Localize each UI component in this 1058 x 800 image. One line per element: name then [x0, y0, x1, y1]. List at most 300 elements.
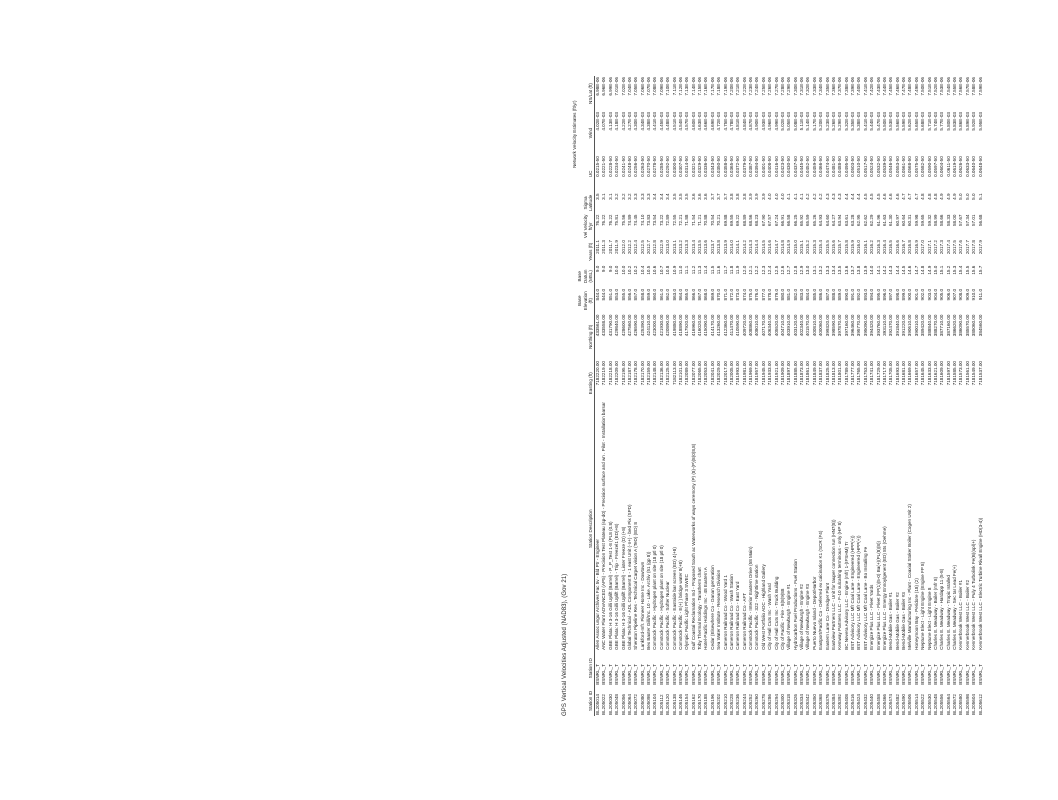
cell-uc: 0.0633-50 — [964, 156, 970, 177]
cell-lat: 3.7 — [709, 193, 715, 200]
cell-wf: 5.29E-03 — [837, 112, 843, 131]
cell-n: 433558.00 — [601, 314, 607, 337]
cell-n: 421930.00 — [658, 314, 664, 337]
cell-bd: 11.8 — [728, 265, 734, 275]
cell-yr: 2014.8 — [779, 240, 785, 255]
cell-wf: 4.90E-03 — [754, 112, 760, 131]
cell-ll: 7.14E-06 — [690, 77, 696, 96]
column-header: Station ID — [577, 686, 594, 716]
cell-id: BL205030 — [607, 694, 613, 715]
cell-bd: 14.4 — [894, 265, 900, 275]
cell-e: 7181645.00 — [920, 361, 926, 386]
cell-desc: Lankford-mfr. Pioneer Home Inc - Dowtown — [639, 561, 645, 650]
cell-id: BL205522 — [920, 694, 926, 715]
cell-uc: 0.0248-50 — [626, 156, 632, 177]
cell-uc: 0.0358-50 — [722, 156, 728, 177]
cell-n: 427560.00 — [626, 314, 632, 337]
cell-sid: BSNRL_T — [754, 664, 760, 685]
cell-desc: Kennerbrook West LLC - Puly 4 Turbolink Fe(B)(spl(+) — [971, 539, 977, 650]
cell-vel: 65.92 — [799, 214, 805, 227]
cell-sid: BSNRL_T — [684, 664, 690, 685]
cell-bd: 15.7 — [977, 265, 983, 275]
cell-wf: 4.38E-03 — [646, 112, 652, 131]
cell-sid: BSNRL_T — [722, 664, 728, 685]
cell-bd: 10.6 — [652, 265, 658, 275]
cell-desc: Melville Manufacturing Inc - Plant - Coaxial Stoker Boiler (Cogen Unit 2) — [907, 504, 913, 650]
cell-desc: GBE Plata: H 3-16 Gilli Uplift (Barrel) - Lister Freeze (D) (+8) — [620, 526, 626, 650]
cell-wf: 5.38E-03 — [856, 112, 862, 131]
cell-id: BL205572 — [952, 694, 958, 715]
cell-vel: 73.83 — [646, 214, 652, 227]
cell-yr: 2012.2 — [626, 240, 632, 255]
cell-sid: BSNRL_T — [639, 664, 645, 685]
cell-be: 869.0 — [709, 288, 715, 301]
cell-lat: 4.7 — [907, 193, 913, 200]
cell-uc: 0.0510-50 — [856, 156, 862, 177]
cell-bd: 15.1 — [939, 265, 945, 275]
cell-be: 892.0 — [856, 288, 862, 301]
cell-lat: 3.6 — [697, 193, 703, 200]
cell-be: 865.0 — [684, 288, 690, 301]
cell-e: 7181849.00 — [811, 361, 817, 386]
cell-id: BL205474 — [888, 694, 894, 715]
cell-e: 7181861.00 — [805, 361, 811, 386]
cell-sid: BSNRL_T — [760, 664, 766, 685]
cell-sid: BSNRL_T — [697, 664, 703, 685]
cell-desc: Neptune Elect - Light Engine (Engine FP 8) — [920, 561, 926, 650]
cell-wf: 4.02E-03 — [595, 112, 601, 131]
cell-lat: 3.2 — [620, 193, 626, 200]
cell-yr: 2015.2 — [805, 240, 811, 255]
cell-desc: Bex Baxter Gilli/Inc. 10 - Lake. Archiv (51 (gp 8)) — [646, 551, 652, 650]
cell-wf: 5.08E-03 — [792, 112, 798, 131]
cell-uc: 0.0241-50 — [620, 156, 626, 177]
cell-wf: 4.66E-03 — [703, 112, 709, 131]
cell-uc: 0.0256-50 — [633, 156, 639, 177]
cell-uc: 0.0604-50 — [939, 156, 945, 177]
cell-lat: 3.6 — [703, 193, 709, 200]
cell-lat: 4.2 — [805, 193, 811, 200]
cell-id: BL205146 — [677, 694, 683, 715]
cell-yr: 2014.7 — [773, 240, 779, 255]
cell-desc: Charles E. Meadway - Tropic Istalled — [945, 575, 951, 650]
cell-desc: Cedar (Elsewhere Co - Danan generation — [709, 565, 715, 650]
cell-vel: 71.21 — [697, 214, 703, 227]
cell-lat: 3.9 — [760, 193, 766, 200]
column-header: Base Datum (MSL) — [577, 265, 594, 288]
cell-n: 400060.00 — [818, 314, 824, 337]
cell-wf: 5.17E-03 — [811, 112, 817, 131]
cell-wf: 4.41E-03 — [652, 112, 658, 131]
cell-wf: 4.48E-03 — [665, 112, 671, 131]
cell-be: 853.0 — [614, 288, 620, 301]
cell-id: BL205612 — [977, 694, 983, 715]
cell-lat: 3.3 — [633, 193, 639, 200]
cell-yr: 2017.5 — [952, 240, 958, 255]
cell-be: 859.0 — [646, 288, 652, 301]
cell-e: 7181873.00 — [799, 361, 805, 386]
cell-sid: BSNRL_T — [709, 664, 715, 685]
cell-bd: 12.4 — [767, 265, 773, 275]
cell-wf: 4.57E-03 — [684, 112, 690, 131]
cell-id: BL205300 — [779, 694, 785, 715]
cell-wf: 5.41E-03 — [862, 112, 868, 131]
cell-lat: 4.2 — [811, 193, 817, 200]
cell-bd: 11.3 — [697, 265, 703, 275]
cell-e: 7181789.00 — [843, 361, 849, 386]
cell-desc: Toby Thermal Ecology - Tanatherm chart — [697, 567, 703, 650]
cell-id: BL205064 — [626, 694, 632, 715]
cell-vel: 73.22 — [658, 214, 664, 227]
cell-n: 395770.00 — [856, 314, 862, 337]
cell-be: 876.0 — [754, 288, 760, 301]
cell-desc: Allen Assoc ungur Archives Fac 5v - Bld Ptr - Engineer — [595, 539, 601, 650]
cell-ll: 7.24E-06 — [754, 77, 760, 96]
cell-e: 7181957.00 — [754, 361, 760, 386]
cell-vel: 68.23 — [754, 214, 760, 227]
cell-uc: 0.0590-50 — [926, 156, 932, 177]
cell-be: 856.0 — [626, 288, 632, 301]
cell-vel: 70.88 — [703, 214, 709, 227]
cell-lat: 3.9 — [748, 193, 754, 200]
cell-vel: 75.56 — [620, 214, 626, 227]
cell-uc: 0.0481-50 — [830, 156, 836, 177]
cell-sid: BSNRL_T — [779, 664, 785, 685]
cell-wf: 4.22E-03 — [620, 112, 626, 131]
cell-wf: 5.83E-03 — [952, 112, 958, 131]
cell-yr: 2017.3 — [939, 240, 945, 255]
cell-desc: Comstock Pacific - Hydrogen plant on site (18 ptl 0) — [652, 545, 658, 650]
cell-yr: 2015.7 — [837, 240, 843, 255]
cell-ll: 7.07E-06 — [646, 77, 652, 96]
cell-be: 871.0 — [722, 288, 728, 301]
cell-vel: 56.68 — [977, 214, 983, 227]
cell-e: 7181537.00 — [977, 361, 983, 386]
cell-lat: 3.5 — [595, 193, 601, 200]
cell-vel: 57.67 — [958, 214, 964, 227]
cell-bd: 14.7 — [913, 265, 919, 275]
cell-n: 399320.00 — [824, 314, 830, 337]
cell-vel: 58.66 — [939, 214, 945, 227]
cell-desc: Global Technical - ADL Component 8 - 1 east Unit (-n+) - bed Pix (SPD) — [626, 504, 632, 650]
cell-id: BL205162 — [690, 694, 696, 715]
cell-n: 400810.00 — [811, 314, 817, 337]
cell-yr: 2017.2 — [932, 240, 938, 255]
cell-id: BL205416 — [850, 694, 856, 715]
cell-ll: 7.57E-06 — [964, 77, 970, 96]
cell-sid: BSNRL_T — [901, 664, 907, 685]
cell-bd: 15.2 — [945, 265, 951, 275]
cell-wf: 5.80E-03 — [945, 112, 951, 131]
cell-n: 411470.00 — [728, 314, 734, 336]
cell-uc: 0.0292-50 — [665, 156, 671, 177]
cell-lat: 4.4 — [856, 193, 862, 200]
cell-lat: 3.4 — [658, 193, 664, 200]
cell-sid: BSNRL_T — [869, 664, 875, 685]
cell-e: 7181693.00 — [894, 361, 900, 386]
cell-yr: 2012.9 — [658, 240, 664, 255]
cell-sid: BSNRL_T — [945, 664, 951, 685]
cell-bd: 14.6 — [907, 265, 913, 275]
cell-ll: 7.49E-06 — [913, 77, 919, 96]
cell-yr: 2015.0 — [792, 240, 798, 255]
cell-be: 861.0 — [658, 288, 664, 301]
column-header: Northing (ft) — [577, 314, 594, 361]
cell-desc: Honeymoon Bay - Peridore (18) (2) — [913, 578, 919, 650]
cell-vel: 74.45 — [633, 214, 639, 227]
cell-vel: 72.55 — [671, 214, 677, 227]
cell-be: 904.0 — [932, 288, 938, 301]
cell-vel: 74.10 — [639, 214, 645, 227]
cell-id: BL205112 — [658, 694, 664, 715]
cell-bd: 10.9 — [671, 265, 677, 275]
cell-id: BL205278 — [760, 694, 766, 715]
cell-e: 7181741.00 — [869, 361, 875, 386]
cell-n: 424110.00 — [646, 314, 652, 336]
header-row — [577, 76, 594, 716]
cell-e: 7182065.00 — [697, 361, 703, 386]
cell-vel: 73.54 — [652, 214, 658, 227]
cell-lat: 5.0 — [971, 193, 977, 200]
cell-wf: 5.44E-03 — [869, 112, 875, 131]
cell-vel: 58.99 — [932, 214, 938, 227]
cell-ll: 7.28E-06 — [779, 77, 785, 96]
cell-desc: Energize Plus LLC - Fleet (FP(1)(5-0) Ba(+)(PL(8)(8)) — [875, 540, 881, 650]
cell-be: 906.0 — [945, 288, 951, 301]
cell-yr: 2015.9 — [850, 240, 856, 255]
cell-ll: 7.32E-06 — [805, 77, 811, 96]
cell-ll: 7.06E-06 — [639, 77, 645, 96]
cell-e: 7181597.00 — [945, 361, 951, 386]
cell-sid: BSNRL_T — [799, 664, 805, 685]
cell-be: 866.0 — [690, 288, 696, 301]
cell-uc: 0.0278-50 — [652, 156, 658, 177]
cell-sid: BSNRL_T — [964, 664, 970, 685]
cell-desc: Charles E. Meadway - Hardapp 11 (5-8) — [939, 568, 945, 650]
cell-ll: 7.19E-06 — [722, 77, 728, 96]
cell-bd: 14.1 — [875, 265, 881, 275]
cell-yr: 2017.7 — [964, 240, 970, 255]
cell-ll: 7.18E-06 — [716, 77, 722, 96]
cell-lat: 4.1 — [799, 193, 805, 200]
cell-sid: BSNRL_T — [888, 664, 894, 685]
cell-id: BL205482 — [894, 694, 900, 715]
cell-lat: 3.7 — [722, 193, 728, 200]
cell-sid: BSNRL_T — [862, 664, 868, 685]
cell-be: 910.0 — [971, 288, 977, 301]
cell-uc: 0.0575-50 — [913, 156, 919, 177]
cell-vel: 70.21 — [716, 214, 722, 227]
cell-desc: Kennerbrook West LLC - Boiler #2 — [964, 579, 970, 650]
cell-wf: 5.71E-03 — [926, 112, 932, 131]
cell-id: BL205294 — [773, 694, 779, 715]
cell-e: 7182159.00 — [646, 361, 652, 386]
cell-ll: 7.21E-06 — [735, 77, 741, 96]
cell-be: 901.0 — [913, 288, 919, 301]
cell-id: BL205368 — [818, 694, 824, 715]
cell-yr: 2015.8 — [843, 240, 849, 255]
cell-be: 895.0 — [875, 288, 881, 301]
cell-sid: BSNRL_T — [646, 664, 652, 685]
cell-e: 7182136.00 — [658, 361, 664, 386]
cell-yr: 2016.8 — [907, 240, 913, 255]
cell-yr: 2016.6 — [894, 240, 900, 255]
cell-vel: 65.26 — [811, 214, 817, 227]
cell-wf: 5.62E-03 — [907, 112, 913, 131]
cell-yr: 2013.9 — [722, 240, 728, 255]
cell-be: 890.0 — [843, 288, 849, 301]
cell-bd: 13.6 — [843, 265, 849, 275]
cell-id: BL205014 — [595, 694, 601, 715]
cell-id: BL205342 — [805, 694, 811, 715]
cell-vel: 67.90 — [760, 214, 766, 227]
cell-sid: BSNRL_T — [633, 664, 639, 685]
cell-sid: BSNRL_T — [652, 664, 658, 685]
cell-id: BL205440 — [869, 694, 875, 715]
cell-id: BL205506 — [907, 694, 913, 715]
cell-yr: 2016.1 — [862, 240, 868, 255]
cell-wf: 4.13E-03 — [607, 112, 613, 131]
cell-uc: 0.0285-50 — [658, 156, 664, 177]
cell-yr: 2015.1 — [799, 240, 805, 255]
cell-e: 7181801.00 — [837, 361, 843, 386]
cell-uc: 0.0611-50 — [945, 156, 951, 177]
cell-yr: 2014.1 — [735, 240, 741, 255]
cell-be: 851.0 — [607, 288, 613, 301]
cell-bd: 9.0 — [595, 265, 601, 273]
cell-bd: 15.5 — [964, 265, 970, 275]
cell-ll: 7.16E-06 — [703, 77, 709, 96]
cell-sid: BSNRL_T — [818, 664, 824, 685]
cell-bd: 14.5 — [901, 265, 907, 275]
cell-lat: 4.8 — [920, 193, 926, 200]
cell-uc: 0.0430-50 — [786, 156, 792, 177]
cell-n: 385570.00 — [964, 314, 970, 337]
cell-desc: Cameron Railroad Co - Wash Station — [728, 574, 734, 650]
cell-desc: Cameron Railroad Co - East Yard — [735, 581, 741, 650]
cell-sid: BSNRL_T — [926, 664, 932, 685]
cell-be: 887.0 — [824, 288, 830, 301]
cell-ll: 7.38E-06 — [843, 77, 849, 96]
cell-vel: 66.58 — [786, 214, 792, 227]
cell-desc: BC Nevera Advisory LLC - Engine (mfr) 1-(IFSHM) Tr — [843, 541, 849, 650]
cell-id: BL205384 — [830, 694, 836, 715]
cell-id: BL205120 — [665, 694, 671, 715]
cell-wf: 5.86E-03 — [958, 112, 964, 131]
cell-ll: 7.26E-06 — [767, 77, 773, 96]
cell-yr: 2017.9 — [977, 240, 983, 255]
cell-yr: 2017.0 — [920, 240, 926, 255]
cell-uc: 0.0300-50 — [671, 156, 677, 177]
cell-lat: 3.3 — [639, 193, 645, 200]
cell-vel: 61.96 — [875, 214, 881, 227]
cell-n: 391220.00 — [901, 314, 907, 337]
cell-desc: BST Advisory LLC Mfr Coal Lane - Engineered (HPP(+)) — [850, 535, 856, 650]
cell-ll: 7.47E-06 — [901, 77, 907, 96]
cell-id: BL205548 — [932, 694, 938, 715]
cell-yr: 2013.5 — [697, 240, 703, 255]
cell-sid: BSNRL_T — [875, 664, 881, 685]
cell-sid: BSNRL_T — [824, 664, 830, 685]
cell-ll: 7.41E-06 — [862, 77, 868, 96]
cell-uc: 0.0329-50 — [697, 156, 703, 177]
cell-e: 7181633.00 — [926, 361, 932, 386]
cell-ll: 7.02E-06 — [620, 77, 626, 96]
cell-n: 386620.00 — [952, 314, 958, 337]
cell-vel: 72.89 — [665, 214, 671, 227]
cell-wf: 4.54E-03 — [677, 112, 683, 131]
cell-e: 7181813.00 — [830, 361, 836, 386]
cell-n: 408860.00 — [748, 314, 754, 337]
cell-lat: 3.2 — [614, 193, 620, 200]
cell-sid: BSNRL_T — [741, 664, 747, 685]
cell-wf: 5.92E-03 — [971, 112, 977, 131]
cell-desc: City of Hall Cuts Inc - Wash Yard — [767, 583, 773, 650]
cell-id: BL205098 — [646, 694, 652, 715]
cell-bd: 15.0 — [932, 265, 938, 275]
cell-lat: 4.9 — [939, 193, 945, 200]
cell-vel: 76.22 — [607, 214, 613, 227]
cell-id: BL205490 — [901, 694, 907, 715]
cell-bd: 11.9 — [735, 265, 741, 275]
cell-wf: 4.99E-03 — [773, 112, 779, 131]
cell-sid: BSNRL_T — [626, 664, 632, 685]
cell-vel: 63.94 — [837, 214, 843, 227]
cell-ll: 7.42E-06 — [869, 77, 875, 96]
cell-lat: 4.6 — [881, 193, 887, 200]
cell-wf: 4.96E-03 — [767, 112, 773, 131]
cell-lat: 3.8 — [741, 193, 747, 200]
cell-sid: BSNRL_T — [920, 664, 926, 685]
cell-bd: 13.3 — [824, 265, 830, 275]
cell-e: 7181933.00 — [767, 361, 773, 386]
cell-lat: 4.5 — [862, 193, 868, 200]
cell-bd: 12.3 — [760, 265, 766, 275]
cell-lat: 4.3 — [837, 193, 843, 200]
cell-yr: 2017.1 — [926, 240, 932, 255]
cell-sid: BSNRL_T — [805, 664, 811, 685]
cell-be: 880.0 — [779, 288, 785, 301]
cell-yr: 2016.2 — [869, 240, 875, 255]
cell-n: 387710.00 — [939, 314, 945, 337]
cell-be: 898.0 — [894, 288, 900, 301]
cell-bd: 14.9 — [926, 265, 932, 275]
cell-id: BL205236 — [735, 694, 741, 715]
cell-yr: 2012.0 — [620, 240, 626, 255]
cell-wf: 5.20E-03 — [818, 112, 824, 131]
cell-vel: 62.95 — [856, 214, 862, 227]
cell-id: BL205260 — [754, 694, 760, 715]
cell-uc: 0.0221-50 — [601, 156, 607, 177]
cell-uc: 0.0568-50 — [907, 156, 913, 177]
cell-yr: 2012.8 — [652, 240, 658, 255]
cell-yr: 2014.9 — [786, 240, 792, 255]
cell-be: 855.0 — [620, 288, 626, 301]
cell-uc: 0.0379-50 — [741, 156, 747, 177]
cell-desc: Comstock Pacific - E(+) ) bridge water 8(+8) — [677, 560, 683, 650]
cell-uc: 0.0582-50 — [920, 156, 926, 177]
cell-lat: 3.3 — [646, 193, 652, 200]
cell-e: 7181561.00 — [964, 361, 970, 386]
cell-sid: BSNRL_T — [977, 664, 983, 685]
cell-n: 412360.00 — [722, 314, 728, 337]
cell-lat: 4.7 — [913, 193, 919, 200]
cell-lat: 3.6 — [690, 193, 696, 200]
cell-vel: 59.98 — [913, 214, 919, 227]
cell-uc: 0.0234-50 — [614, 156, 620, 177]
cell-be: 858.0 — [639, 288, 645, 301]
cell-vel: 59.32 — [926, 214, 932, 227]
